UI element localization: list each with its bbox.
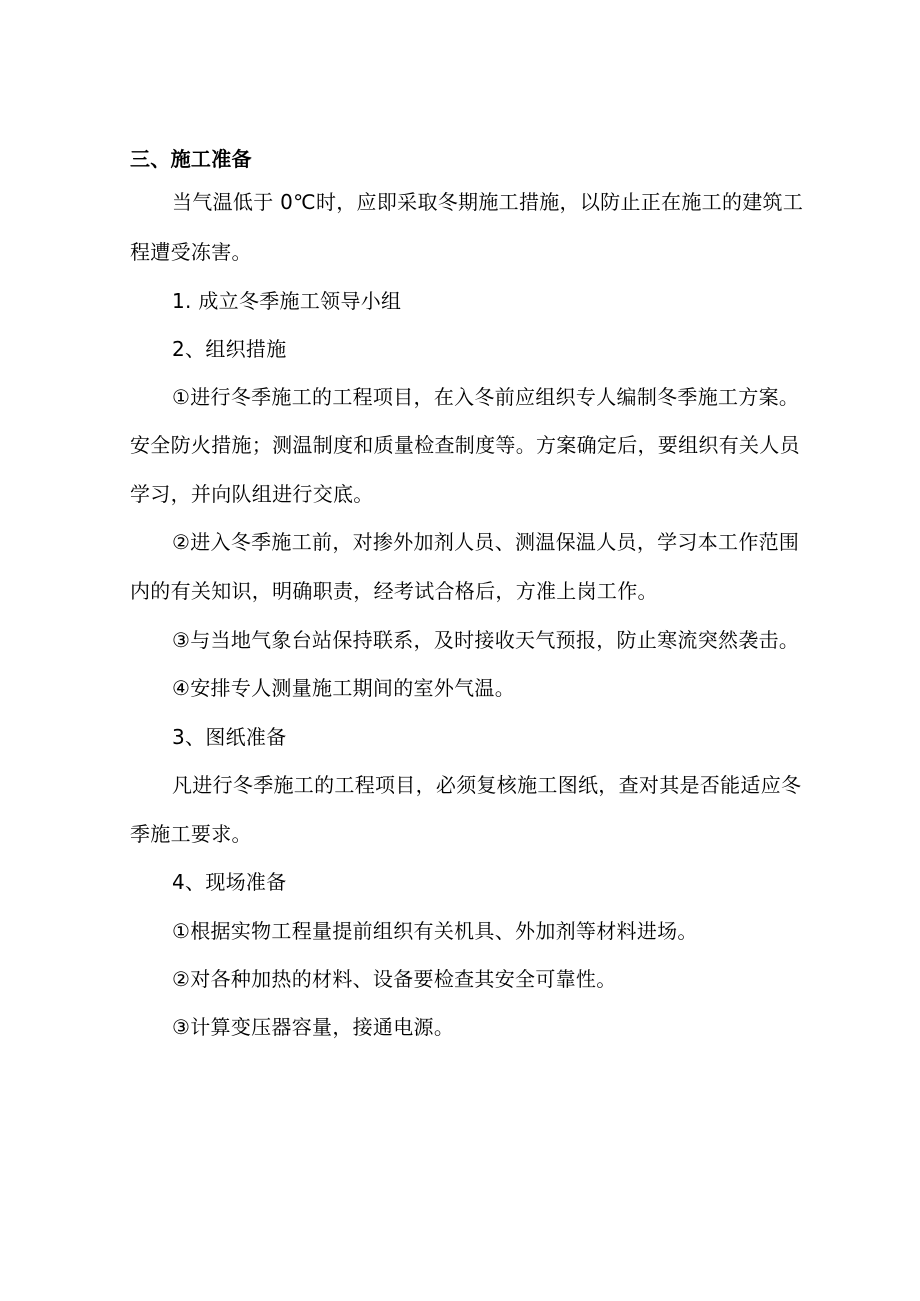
item2-p3: ③与当地气象台站保持联系，及时接收天气预报，防止寒流突然袭击。: [172, 628, 800, 652]
item3-p1-line-1: 凡进行冬季施工的工程项目，必须复核施工图纸，查对其是否能适应冬: [172, 773, 802, 797]
item2-p1-line-1: ①进行冬季施工的工程项目，在入冬前应组织专人编制冬季施工方案。: [172, 385, 800, 409]
item2-p2-line-2: 内的有关知识，明确职责，经考试合格后，方准上岗工作。: [130, 579, 658, 603]
item2-p4: ④安排专人测量施工期间的室外气温。: [172, 676, 516, 700]
item3-title: 3、图纸准备: [172, 725, 287, 749]
item4-p2: ②对各种加热的材料、设备要检查其安全可靠性。: [172, 967, 617, 991]
intro-line-1: 当气温低于 0℃时，应即采取冬期施工措施，以防止正在施工的建筑工: [172, 190, 804, 214]
item4-title: 4、现场准备: [172, 870, 287, 894]
section-heading: 三、施工准备: [130, 147, 252, 171]
item2-p2-line-1: ②进入冬季施工前，对掺外加剂人员、测温保温人员，学习本工作范围: [172, 530, 800, 554]
item4-p3: ③计算变压器容量，接通电源。: [172, 1015, 455, 1039]
item1-title: 1. 成立冬季施工领导小组: [172, 289, 402, 313]
item2-p1-line-2: 安全防火措施；测温制度和质量检查制度等。方案确定后，要组织有关人员: [130, 433, 800, 457]
item2-p1-line-3: 学习，并向队组进行交底。: [130, 482, 374, 506]
item4-p1: ①根据实物工程量提前组织有关机具、外加剂等材料进场。: [172, 919, 698, 943]
intro-line-2: 程遭受冻害。: [130, 240, 252, 264]
item2-title: 2、组织措施: [172, 337, 287, 361]
item3-p1-line-2: 季施工要求。: [130, 822, 252, 846]
